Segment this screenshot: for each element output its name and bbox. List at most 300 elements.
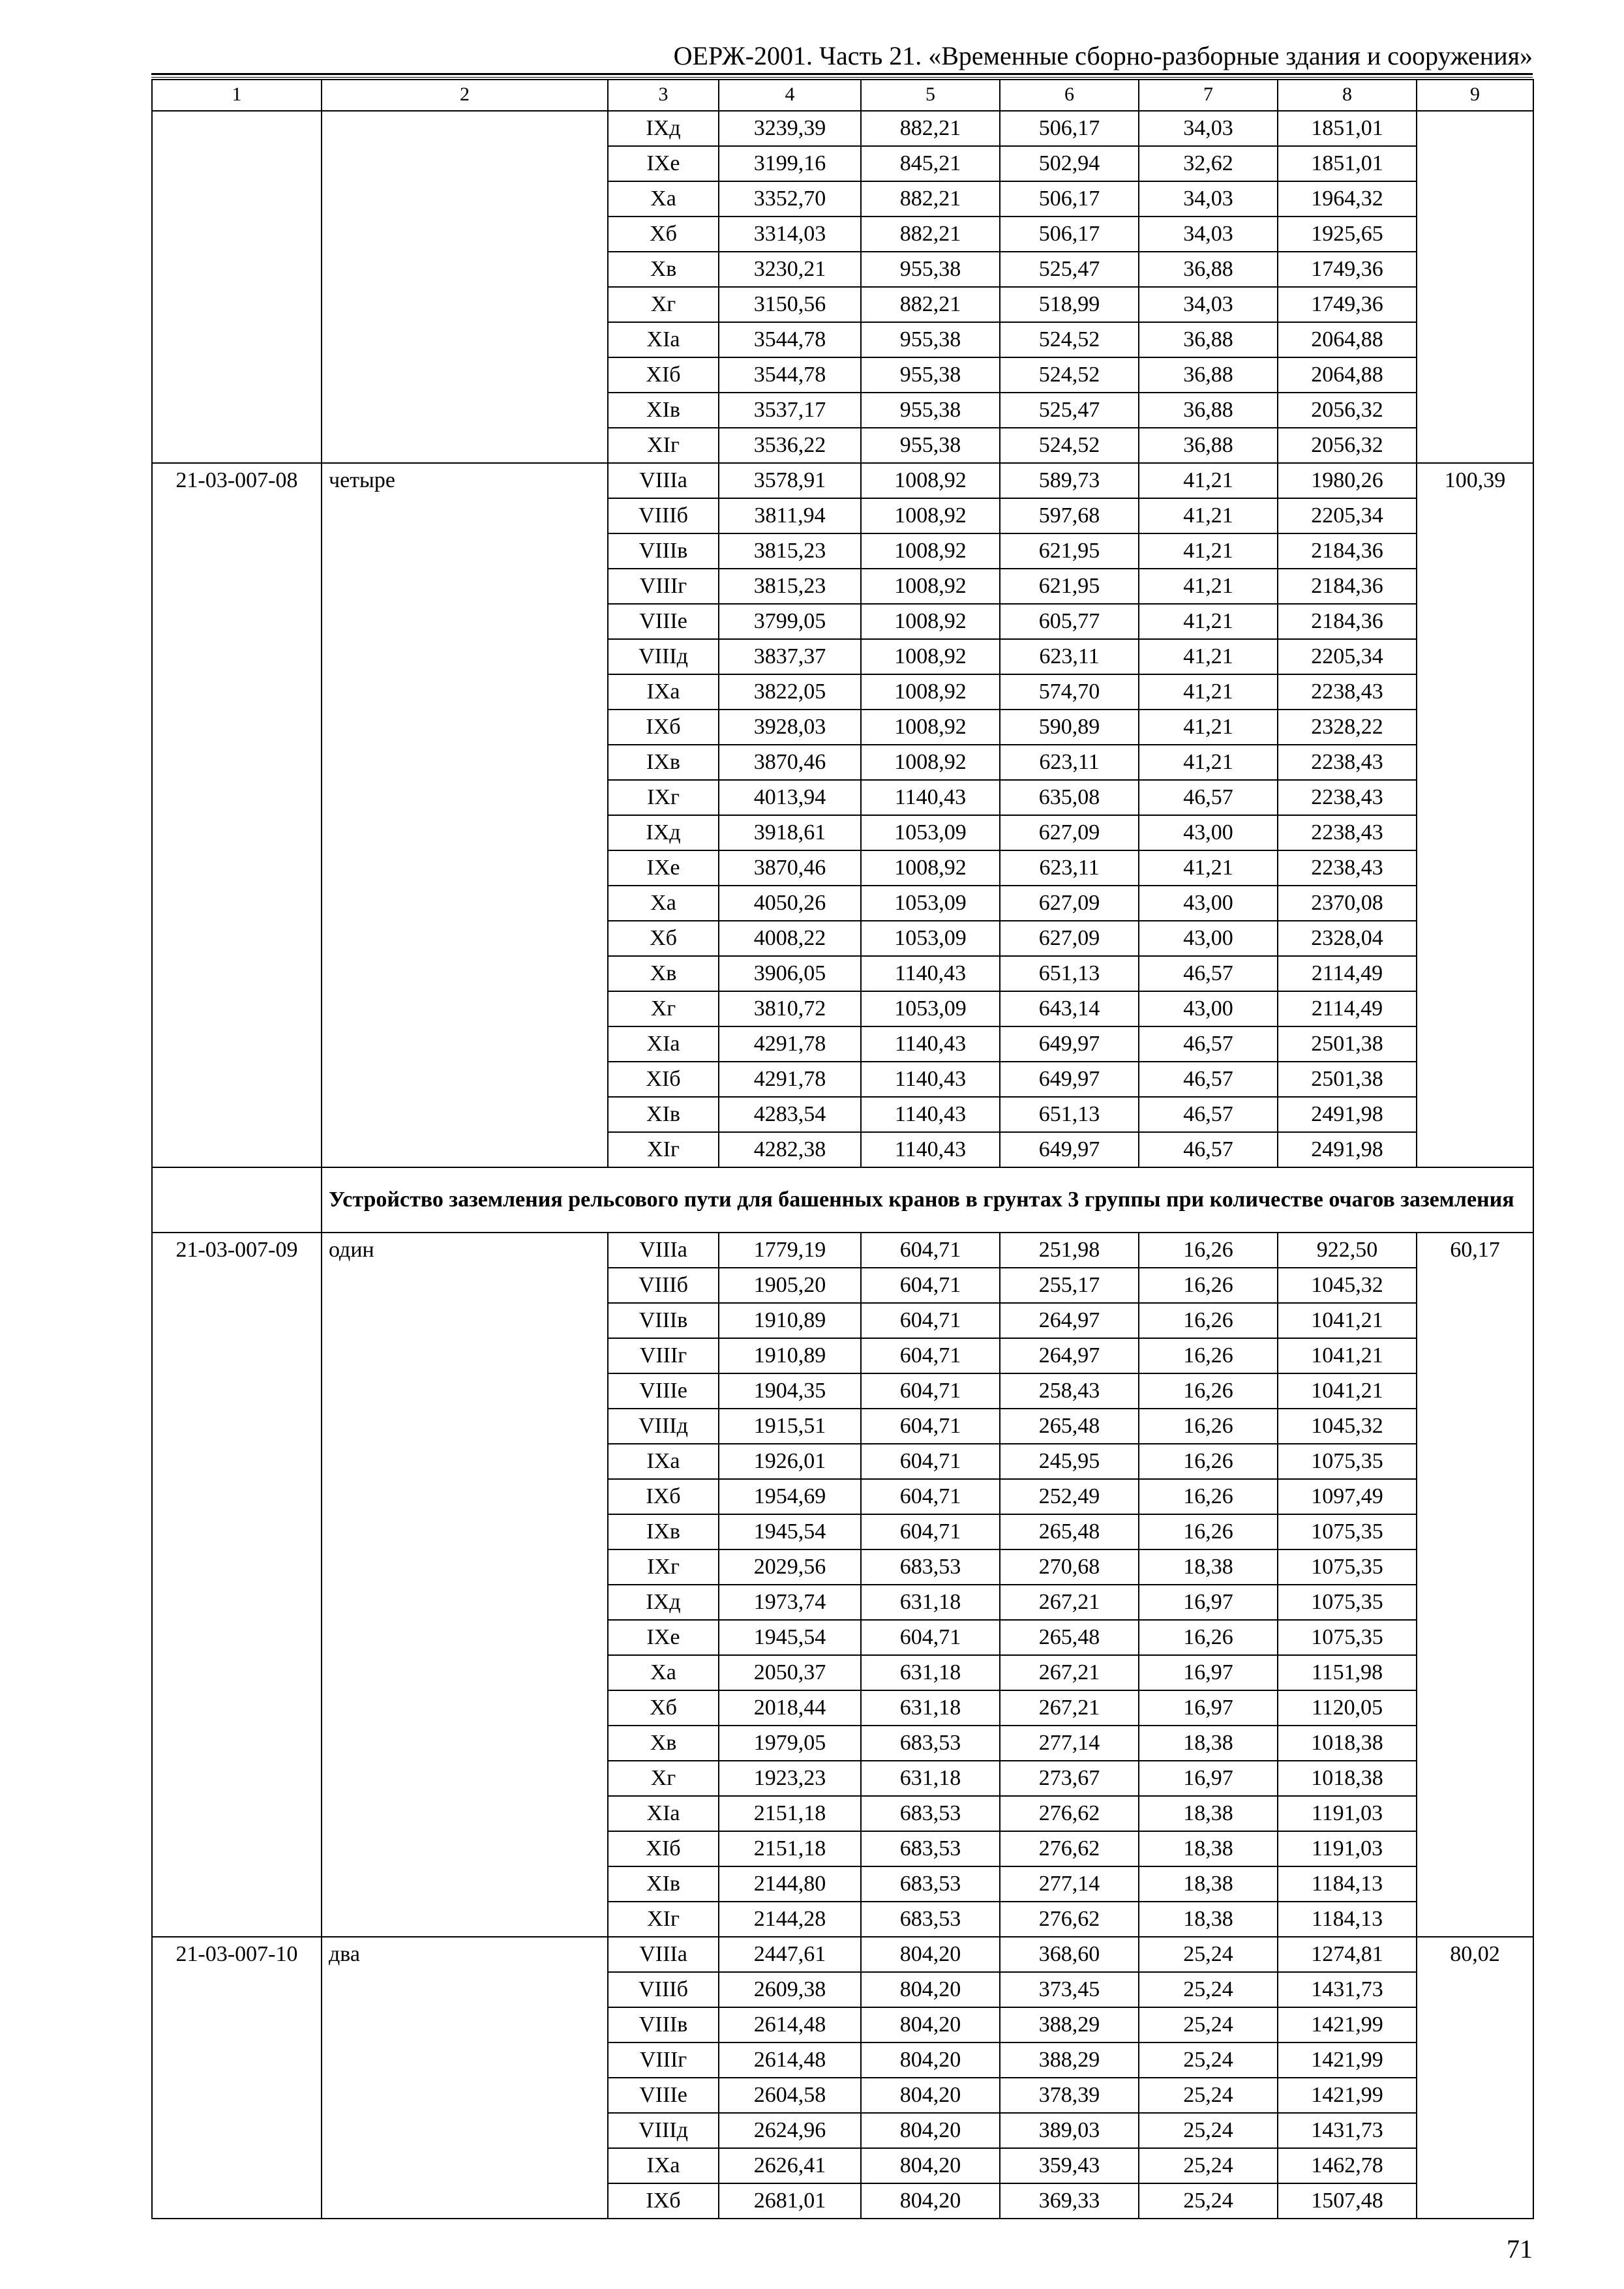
value-cell: 1075,35: [1278, 1444, 1417, 1479]
value-cell: 1945,54: [719, 1514, 861, 1549]
rate-code: [152, 111, 322, 463]
value-cell: 2370,08: [1278, 886, 1417, 921]
value-cell: 1041,21: [1278, 1338, 1417, 1373]
value-cell: 604,71: [861, 1514, 1000, 1549]
value-cell: 1120,05: [1278, 1690, 1417, 1726]
value-cell: 41,21: [1139, 498, 1278, 533]
value-cell: 16,26: [1139, 1233, 1278, 1268]
value-cell: 3799,05: [719, 604, 861, 639]
value-cell: 25,24: [1139, 2042, 1278, 2078]
value-cell: 18,38: [1139, 1726, 1278, 1761]
value-cell: 1053,09: [861, 991, 1000, 1026]
col9-cell: 80,02: [1417, 1937, 1533, 2219]
value-cell: 2328,22: [1278, 710, 1417, 745]
value-cell: 1140,43: [861, 1062, 1000, 1097]
value-cell: 1926,01: [719, 1444, 861, 1479]
value-cell: 2491,98: [1278, 1097, 1417, 1132]
value-cell: 3230,21: [719, 252, 861, 287]
value-cell: 46,57: [1139, 1026, 1278, 1062]
subtype-cell: Xб: [608, 217, 719, 252]
value-cell: 252,49: [1000, 1479, 1139, 1514]
value-cell: 1507,48: [1278, 2183, 1417, 2219]
value-cell: 1274,81: [1278, 1937, 1417, 1972]
value-cell: 649,97: [1000, 1026, 1139, 1062]
value-cell: 4008,22: [719, 921, 861, 956]
col-num: 7: [1139, 80, 1278, 111]
rate-code: 21-03-007-08: [152, 463, 322, 1167]
value-cell: 1140,43: [861, 780, 1000, 815]
subtype-cell: IXв: [608, 745, 719, 780]
value-cell: 525,47: [1000, 393, 1139, 428]
rate-name: один: [322, 1233, 608, 1937]
value-cell: 251,98: [1000, 1233, 1139, 1268]
value-cell: 604,71: [861, 1620, 1000, 1655]
subtype-cell: Xа: [608, 1655, 719, 1690]
value-cell: 2151,18: [719, 1796, 861, 1831]
value-cell: 2184,36: [1278, 533, 1417, 569]
value-cell: 627,09: [1000, 815, 1139, 850]
value-cell: 1915,51: [719, 1409, 861, 1444]
value-cell: 1151,98: [1278, 1655, 1417, 1690]
value-cell: 631,18: [861, 1585, 1000, 1620]
value-cell: 32,62: [1139, 146, 1278, 181]
value-cell: 1431,73: [1278, 2113, 1417, 2148]
value-cell: 2056,32: [1278, 393, 1417, 428]
value-cell: 46,57: [1139, 780, 1278, 815]
subtype-cell: VIIIа: [608, 1937, 719, 1972]
value-cell: 683,53: [861, 1726, 1000, 1761]
value-cell: 1421,99: [1278, 2042, 1417, 2078]
value-cell: 1008,92: [861, 498, 1000, 533]
subtype-cell: XIа: [608, 1796, 719, 1831]
subtype-cell: IXд: [608, 111, 719, 146]
value-cell: 2144,28: [719, 1902, 861, 1937]
subtype-cell: Xб: [608, 1690, 719, 1726]
value-cell: 25,24: [1139, 1972, 1278, 2007]
value-cell: 25,24: [1139, 1937, 1278, 1972]
subtype-cell: XIа: [608, 322, 719, 357]
value-cell: 604,71: [861, 1338, 1000, 1373]
value-cell: 804,20: [861, 1972, 1000, 2007]
value-cell: 627,09: [1000, 921, 1139, 956]
value-cell: 1910,89: [719, 1338, 861, 1373]
col9-cell: [1417, 111, 1533, 463]
value-cell: 2614,48: [719, 2042, 861, 2078]
value-cell: 388,29: [1000, 2007, 1139, 2042]
value-cell: 2624,96: [719, 2113, 861, 2148]
value-cell: 16,26: [1139, 1268, 1278, 1303]
value-cell: 804,20: [861, 2007, 1000, 2042]
value-cell: 922,50: [1278, 1233, 1417, 1268]
subtype-cell: XIг: [608, 1902, 719, 1937]
value-cell: 1008,92: [861, 533, 1000, 569]
subtype-cell: VIIIд: [608, 639, 719, 674]
value-cell: 955,38: [861, 252, 1000, 287]
col9-cell: 100,39: [1417, 463, 1533, 1167]
value-cell: 41,21: [1139, 463, 1278, 498]
column-number-row: [152, 80, 1533, 111]
value-cell: 36,88: [1139, 322, 1278, 357]
value-cell: 18,38: [1139, 1866, 1278, 1902]
value-cell: 2064,88: [1278, 357, 1417, 393]
value-cell: 255,17: [1000, 1268, 1139, 1303]
value-cell: 2681,01: [719, 2183, 861, 2219]
value-cell: 804,20: [861, 2183, 1000, 2219]
value-cell: 518,99: [1000, 287, 1139, 322]
value-cell: 2614,48: [719, 2007, 861, 2042]
value-cell: 25,24: [1139, 2148, 1278, 2183]
value-cell: 1097,49: [1278, 1479, 1417, 1514]
value-cell: 1053,09: [861, 921, 1000, 956]
value-cell: 621,95: [1000, 533, 1139, 569]
value-cell: 4283,54: [719, 1097, 861, 1132]
value-cell: 524,52: [1000, 322, 1139, 357]
value-cell: 46,57: [1139, 956, 1278, 991]
value-cell: 3537,17: [719, 393, 861, 428]
value-cell: 2626,41: [719, 2148, 861, 2183]
value-cell: 359,43: [1000, 2148, 1139, 2183]
value-cell: 683,53: [861, 1866, 1000, 1902]
subtype-cell: IXб: [608, 2183, 719, 2219]
value-cell: 1980,26: [1278, 463, 1417, 498]
value-cell: 4050,26: [719, 886, 861, 921]
subtype-cell: VIIIд: [608, 2113, 719, 2148]
value-cell: 18,38: [1139, 1902, 1278, 1937]
value-cell: 649,97: [1000, 1132, 1139, 1167]
value-cell: 1075,35: [1278, 1549, 1417, 1585]
value-cell: 1191,03: [1278, 1796, 1417, 1831]
value-cell: 804,20: [861, 2042, 1000, 2078]
subtype-cell: IXе: [608, 850, 719, 886]
value-cell: 2328,04: [1278, 921, 1417, 956]
value-cell: 18,38: [1139, 1549, 1278, 1585]
value-cell: 651,13: [1000, 1097, 1139, 1132]
value-cell: 2205,34: [1278, 639, 1417, 674]
value-cell: 627,09: [1000, 886, 1139, 921]
value-cell: 2238,43: [1278, 745, 1417, 780]
value-cell: 16,26: [1139, 1373, 1278, 1409]
subtype-cell: VIIIг: [608, 1338, 719, 1373]
value-cell: 955,38: [861, 322, 1000, 357]
col-num: 8: [1278, 80, 1417, 111]
subtype-cell: VIIIб: [608, 498, 719, 533]
value-cell: 1140,43: [861, 1026, 1000, 1062]
subtype-cell: XIб: [608, 1831, 719, 1866]
value-cell: 631,18: [861, 1690, 1000, 1726]
value-cell: 589,73: [1000, 463, 1139, 498]
value-cell: 623,11: [1000, 850, 1139, 886]
value-cell: 2184,36: [1278, 604, 1417, 639]
value-cell: 36,88: [1139, 357, 1278, 393]
subtype-cell: Xб: [608, 921, 719, 956]
subtype-cell: Xв: [608, 1726, 719, 1761]
value-cell: 3906,05: [719, 956, 861, 991]
rate-code: 21-03-007-10: [152, 1937, 322, 2219]
value-cell: 18,38: [1139, 1831, 1278, 1866]
value-cell: 41,21: [1139, 569, 1278, 604]
value-cell: 16,97: [1139, 1655, 1278, 1690]
value-cell: 604,71: [861, 1409, 1000, 1444]
value-cell: 1431,73: [1278, 1972, 1417, 2007]
value-cell: 4013,94: [719, 780, 861, 815]
subtype-cell: VIIIа: [608, 1233, 719, 1268]
value-cell: 1954,69: [719, 1479, 861, 1514]
value-cell: 1421,99: [1278, 2078, 1417, 2113]
value-cell: 623,11: [1000, 639, 1139, 674]
value-cell: 368,60: [1000, 1937, 1139, 1972]
value-cell: 1184,13: [1278, 1902, 1417, 1937]
subtype-cell: IXб: [608, 1479, 719, 1514]
value-cell: 16,97: [1139, 1761, 1278, 1796]
value-cell: 25,24: [1139, 2183, 1278, 2219]
value-cell: 845,21: [861, 146, 1000, 181]
value-cell: 1749,36: [1278, 252, 1417, 287]
value-cell: 41,21: [1139, 604, 1278, 639]
value-cell: 16,26: [1139, 1444, 1278, 1479]
subtype-cell: Xг: [608, 991, 719, 1026]
value-cell: 2144,80: [719, 1866, 861, 1902]
value-cell: 2056,32: [1278, 428, 1417, 463]
value-cell: 4282,38: [719, 1132, 861, 1167]
value-cell: 574,70: [1000, 674, 1139, 710]
value-cell: 635,08: [1000, 780, 1139, 815]
subtype-cell: Xг: [608, 1761, 719, 1796]
value-cell: 2238,43: [1278, 674, 1417, 710]
rate-code: 21-03-007-09: [152, 1233, 322, 1937]
value-cell: 2238,43: [1278, 850, 1417, 886]
subtype-cell: XIб: [608, 357, 719, 393]
subtype-cell: Xа: [608, 886, 719, 921]
value-cell: 3810,72: [719, 991, 861, 1026]
value-cell: 804,20: [861, 1937, 1000, 1972]
value-cell: 1979,05: [719, 1726, 861, 1761]
subtype-cell: VIIIв: [608, 2007, 719, 2042]
value-cell: 3918,61: [719, 815, 861, 850]
subtype-cell: XIв: [608, 1866, 719, 1902]
value-cell: 2151,18: [719, 1831, 861, 1866]
subtype-cell: IXа: [608, 2148, 719, 2183]
value-cell: 683,53: [861, 1549, 1000, 1585]
value-cell: 2184,36: [1278, 569, 1417, 604]
value-cell: 3837,37: [719, 639, 861, 674]
value-cell: 277,14: [1000, 1866, 1139, 1902]
section-heading: Устройство заземления рельсового пути для башенных кранов в грунтах 3 группы при количестве очагов заземления: [322, 1167, 1533, 1233]
value-cell: 955,38: [861, 357, 1000, 393]
value-cell: 2491,98: [1278, 1132, 1417, 1167]
value-cell: 41,21: [1139, 850, 1278, 886]
value-cell: 265,48: [1000, 1620, 1139, 1655]
subtype-cell: IXе: [608, 146, 719, 181]
table-row: [152, 463, 1533, 498]
subtype-cell: XIв: [608, 393, 719, 428]
value-cell: 3815,23: [719, 533, 861, 569]
value-cell: 804,20: [861, 2078, 1000, 2113]
rates-table: [151, 79, 1534, 2219]
value-cell: 3870,46: [719, 850, 861, 886]
value-cell: 604,71: [861, 1268, 1000, 1303]
subtype-cell: IXд: [608, 815, 719, 850]
subtype-cell: IXа: [608, 674, 719, 710]
value-cell: 955,38: [861, 393, 1000, 428]
subtype-cell: XIб: [608, 1062, 719, 1097]
section-row: [152, 1167, 1533, 1233]
subtype-cell: IXв: [608, 1514, 719, 1549]
value-cell: 267,21: [1000, 1655, 1139, 1690]
subtype-cell: XIв: [608, 1097, 719, 1132]
subtype-cell: IXа: [608, 1444, 719, 1479]
value-cell: 1008,92: [861, 850, 1000, 886]
value-cell: 651,13: [1000, 956, 1139, 991]
subtype-cell: VIIIе: [608, 1373, 719, 1409]
value-cell: 25,24: [1139, 2113, 1278, 2148]
value-cell: 1851,01: [1278, 146, 1417, 181]
value-cell: 3928,03: [719, 710, 861, 745]
value-cell: 16,26: [1139, 1338, 1278, 1373]
value-cell: 3811,94: [719, 498, 861, 533]
value-cell: 41,21: [1139, 639, 1278, 674]
subtype-cell: VIIIг: [608, 569, 719, 604]
rate-name: два: [322, 1937, 608, 2219]
value-cell: 1045,32: [1278, 1409, 1417, 1444]
value-cell: 264,97: [1000, 1338, 1139, 1373]
subtype-cell: VIIIв: [608, 1303, 719, 1338]
value-cell: 1053,09: [861, 815, 1000, 850]
value-cell: 46,57: [1139, 1062, 1278, 1097]
page-header: ОЕРЖ-2001. Часть 21. «Временные сборно-разборные здания и сооружения»: [673, 41, 1533, 70]
value-cell: 273,67: [1000, 1761, 1139, 1796]
value-cell: 34,03: [1139, 181, 1278, 217]
value-cell: 16,26: [1139, 1409, 1278, 1444]
value-cell: 41,21: [1139, 745, 1278, 780]
value-cell: 1923,23: [719, 1761, 861, 1796]
value-cell: 1964,32: [1278, 181, 1417, 217]
value-cell: 1184,13: [1278, 1866, 1417, 1902]
value-cell: 1905,20: [719, 1268, 861, 1303]
value-cell: 597,68: [1000, 498, 1139, 533]
subtype-cell: Xг: [608, 287, 719, 322]
subtype-cell: Xа: [608, 181, 719, 217]
value-cell: 378,39: [1000, 2078, 1139, 2113]
value-cell: 3150,56: [719, 287, 861, 322]
value-cell: 3815,23: [719, 569, 861, 604]
subtype-cell: VIIIв: [608, 533, 719, 569]
value-cell: 277,14: [1000, 1726, 1139, 1761]
value-cell: 1462,78: [1278, 2148, 1417, 2183]
value-cell: 3199,16: [719, 146, 861, 181]
value-cell: 1008,92: [861, 710, 1000, 745]
value-cell: 270,68: [1000, 1549, 1139, 1585]
value-cell: 604,71: [861, 1303, 1000, 1338]
value-cell: 267,21: [1000, 1585, 1139, 1620]
value-cell: 34,03: [1139, 111, 1278, 146]
value-cell: 4291,78: [719, 1026, 861, 1062]
subtype-cell: VIIIе: [608, 604, 719, 639]
value-cell: 2205,34: [1278, 498, 1417, 533]
value-cell: 3544,78: [719, 357, 861, 393]
value-cell: 276,62: [1000, 1902, 1139, 1937]
value-cell: 3870,46: [719, 745, 861, 780]
value-cell: 1008,92: [861, 745, 1000, 780]
value-cell: 882,21: [861, 217, 1000, 252]
value-cell: 1045,32: [1278, 1268, 1417, 1303]
value-cell: 3536,22: [719, 428, 861, 463]
value-cell: 882,21: [861, 111, 1000, 146]
value-cell: 683,53: [861, 1902, 1000, 1937]
value-cell: 2018,44: [719, 1690, 861, 1726]
value-cell: 506,17: [1000, 217, 1139, 252]
value-cell: 1945,54: [719, 1620, 861, 1655]
table-body: [152, 80, 1533, 2219]
value-cell: 3578,91: [719, 463, 861, 498]
value-cell: 46,57: [1139, 1097, 1278, 1132]
col-num: 5: [861, 80, 1000, 111]
value-cell: 265,48: [1000, 1514, 1139, 1549]
subtype-cell: VIIIб: [608, 1268, 719, 1303]
value-cell: 373,45: [1000, 1972, 1139, 2007]
value-cell: 3314,03: [719, 217, 861, 252]
subtype-cell: Xв: [608, 956, 719, 991]
value-cell: 631,18: [861, 1761, 1000, 1796]
value-cell: 389,03: [1000, 2113, 1139, 2148]
value-cell: 1018,38: [1278, 1761, 1417, 1796]
value-cell: 804,20: [861, 2113, 1000, 2148]
value-cell: 1779,19: [719, 1233, 861, 1268]
value-cell: 264,97: [1000, 1303, 1139, 1338]
subtype-cell: XIа: [608, 1026, 719, 1062]
value-cell: 1075,35: [1278, 1620, 1417, 1655]
subtype-cell: IXг: [608, 780, 719, 815]
value-cell: 36,88: [1139, 252, 1278, 287]
value-cell: 34,03: [1139, 217, 1278, 252]
value-cell: 25,24: [1139, 2007, 1278, 2042]
value-cell: 502,94: [1000, 146, 1139, 181]
value-cell: 276,62: [1000, 1831, 1139, 1866]
value-cell: 43,00: [1139, 991, 1278, 1026]
value-cell: 1075,35: [1278, 1514, 1417, 1549]
value-cell: 524,52: [1000, 357, 1139, 393]
value-cell: 267,21: [1000, 1690, 1139, 1726]
value-cell: 43,00: [1139, 815, 1278, 850]
value-cell: 623,11: [1000, 745, 1139, 780]
subtype-cell: IXд: [608, 1585, 719, 1620]
value-cell: 1075,35: [1278, 1585, 1417, 1620]
value-cell: 41,21: [1139, 674, 1278, 710]
value-cell: 1904,35: [719, 1373, 861, 1409]
value-cell: 1008,92: [861, 569, 1000, 604]
value-cell: 3544,78: [719, 322, 861, 357]
value-cell: 1851,01: [1278, 111, 1417, 146]
value-cell: 955,38: [861, 428, 1000, 463]
table-row: [152, 1937, 1533, 1972]
subtype-cell: XIг: [608, 1132, 719, 1167]
value-cell: 3822,05: [719, 674, 861, 710]
value-cell: 16,97: [1139, 1690, 1278, 1726]
value-cell: 3239,39: [719, 111, 861, 146]
value-cell: 3352,70: [719, 181, 861, 217]
value-cell: 245,95: [1000, 1444, 1139, 1479]
value-cell: 631,18: [861, 1655, 1000, 1690]
col-num: 4: [719, 80, 861, 111]
value-cell: 524,52: [1000, 428, 1139, 463]
value-cell: 590,89: [1000, 710, 1139, 745]
subtype-cell: IXе: [608, 1620, 719, 1655]
value-cell: 16,97: [1139, 1585, 1278, 1620]
value-cell: 2114,49: [1278, 956, 1417, 991]
value-cell: 388,29: [1000, 2042, 1139, 2078]
value-cell: 41,21: [1139, 710, 1278, 745]
subtype-cell: IXг: [608, 1549, 719, 1585]
table-row: [152, 1233, 1533, 1268]
